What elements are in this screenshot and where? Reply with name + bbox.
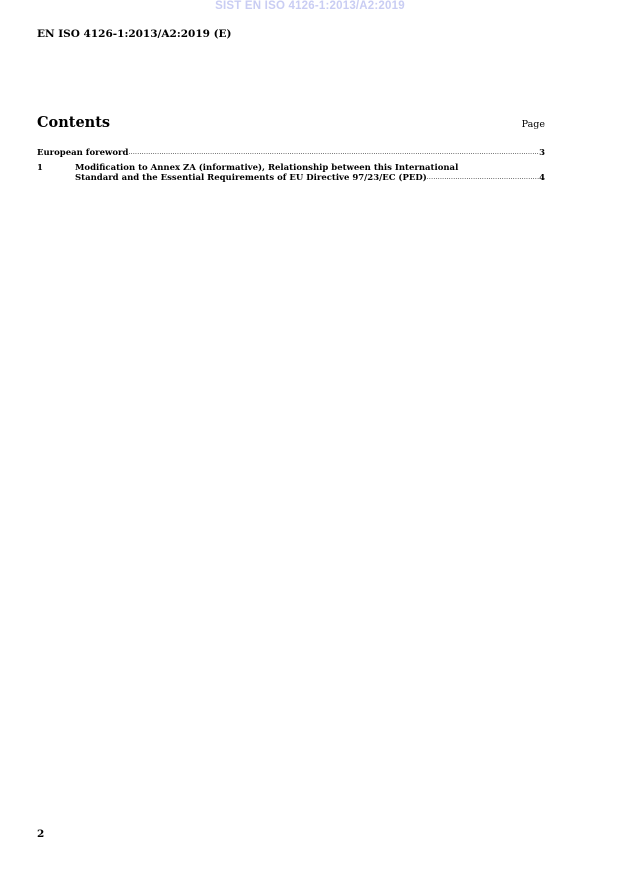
toc-entry-title-line-1[interactable]: Modification to Annex ZA (informative), Relationship between this International	[75, 163, 459, 173]
toc-entry-line	[75, 173, 545, 183]
toc-entry-title-line-2[interactable]: Standard and the Essential Requirements of EU Directive 97/23/EC (PED)	[75, 173, 427, 183]
toc-entry-line	[37, 148, 545, 158]
toc-entry-body	[75, 163, 545, 183]
toc-entry-section-1[interactable]	[37, 163, 545, 183]
document-identifier: EN ISO 4126-1:2013/A2:2019 (E)	[37, 28, 232, 40]
toc-entry-page[interactable]: 3	[539, 148, 545, 158]
toc-entry-european-foreword[interactable]	[37, 148, 545, 158]
toc-entry-page[interactable]: 4	[539, 173, 545, 183]
toc-entry-body	[37, 148, 545, 158]
toc-entry-title[interactable]: European foreword	[37, 148, 129, 158]
page-column-label: Page	[521, 119, 545, 130]
contents-title: Contents	[37, 114, 111, 131]
watermark: SIST EN ISO 4126-1:2013/A2:2019	[215, 0, 405, 12]
table-of-contents	[37, 148, 545, 183]
page-number: 2	[37, 828, 45, 840]
dot-leader	[128, 148, 539, 158]
toc-entry-number: 1	[37, 163, 43, 173]
dot-leader	[427, 173, 539, 183]
